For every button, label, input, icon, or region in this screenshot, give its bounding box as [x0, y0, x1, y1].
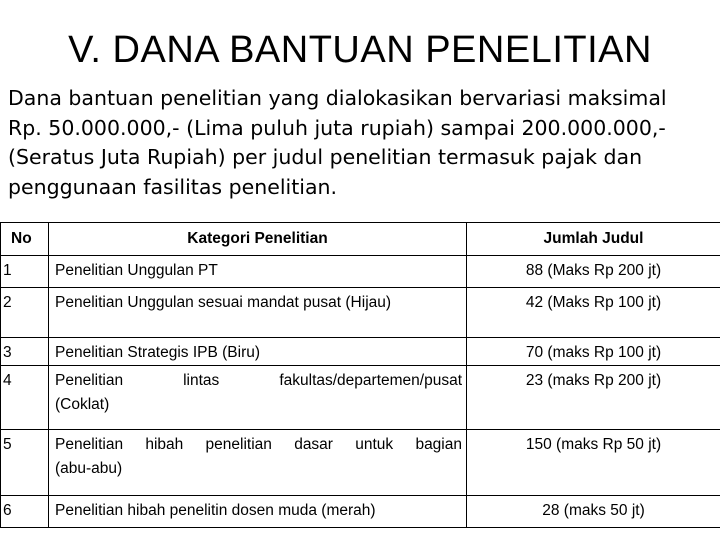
cell-no: 2 — [1, 288, 49, 338]
word: fakultas/departemen/pusat — [279, 372, 462, 389]
cell-kategori-line2: (abu-abu) — [55, 460, 123, 477]
cell-kategori-line2: (Coklat) — [55, 396, 110, 413]
header-jumlah: Jumlah Judul — [467, 223, 720, 256]
table-row — [1, 338, 720, 366]
table-row — [1, 496, 720, 528]
cell-jumlah: 70 (maks Rp 100 jt) — [467, 338, 720, 366]
cell-jumlah: 42 (Maks Rp 100 jt) — [467, 288, 720, 338]
intro-paragraph — [8, 84, 713, 202]
cell-jumlah: 23 (maks Rp 200 jt) — [467, 366, 720, 430]
cell-kategori — [49, 430, 467, 496]
word: lintas — [183, 372, 220, 389]
word: Penelitian — [55, 372, 124, 389]
cell-no: 6 — [1, 496, 49, 528]
header-kategori: Kategori Penelitian — [49, 223, 467, 256]
slide-title: V. DANA BANTUAN PENELITIAN — [68, 29, 652, 71]
cell-kategori: Penelitian Strategis IPB (Biru) — [49, 338, 467, 366]
paragraph-line: Dana bantuan penelitian yang dialokasikan bervariasi maksimal — [8, 86, 667, 110]
table-row — [1, 256, 720, 288]
table-header-row — [1, 223, 720, 256]
cell-kategori: Penelitian Unggulan PT — [49, 256, 467, 288]
table-row — [1, 430, 720, 496]
cell-jumlah: 150 (maks Rp 50 jt) — [467, 430, 720, 496]
research-category-table — [0, 222, 720, 528]
paragraph-line: Rp. 50.000.000,- (Lima puluh juta rupiah) sampai 200.000.000,- — [8, 115, 666, 140]
cell-kategori: Penelitian Unggulan sesuai mandat pusat (Hijau) — [49, 288, 467, 338]
header-no: No — [1, 223, 49, 256]
cell-no: 3 — [1, 338, 49, 366]
table-row — [1, 288, 720, 338]
cell-no: 5 — [1, 430, 49, 496]
cell-no: 1 — [1, 256, 49, 288]
paragraph-line: penggunaan fasilitas penelitian. — [8, 174, 338, 199]
cell-kategori: Penelitian hibah penelitin dosen muda (merah) — [49, 496, 467, 528]
cell-kategori-line1: Penelitian hibah penelitian dasar untuk bagian — [55, 436, 462, 453]
table-row — [1, 366, 720, 430]
cell-kategori — [49, 366, 467, 430]
cell-jumlah: 28 (maks 50 jt) — [467, 496, 720, 528]
cell-jumlah: 88 (Maks Rp 200 jt) — [467, 256, 720, 288]
cell-no: 4 — [1, 366, 49, 430]
paragraph-line: (Seratus Juta Rupiah) per judul penelitian termasuk pajak dan — [8, 145, 643, 169]
